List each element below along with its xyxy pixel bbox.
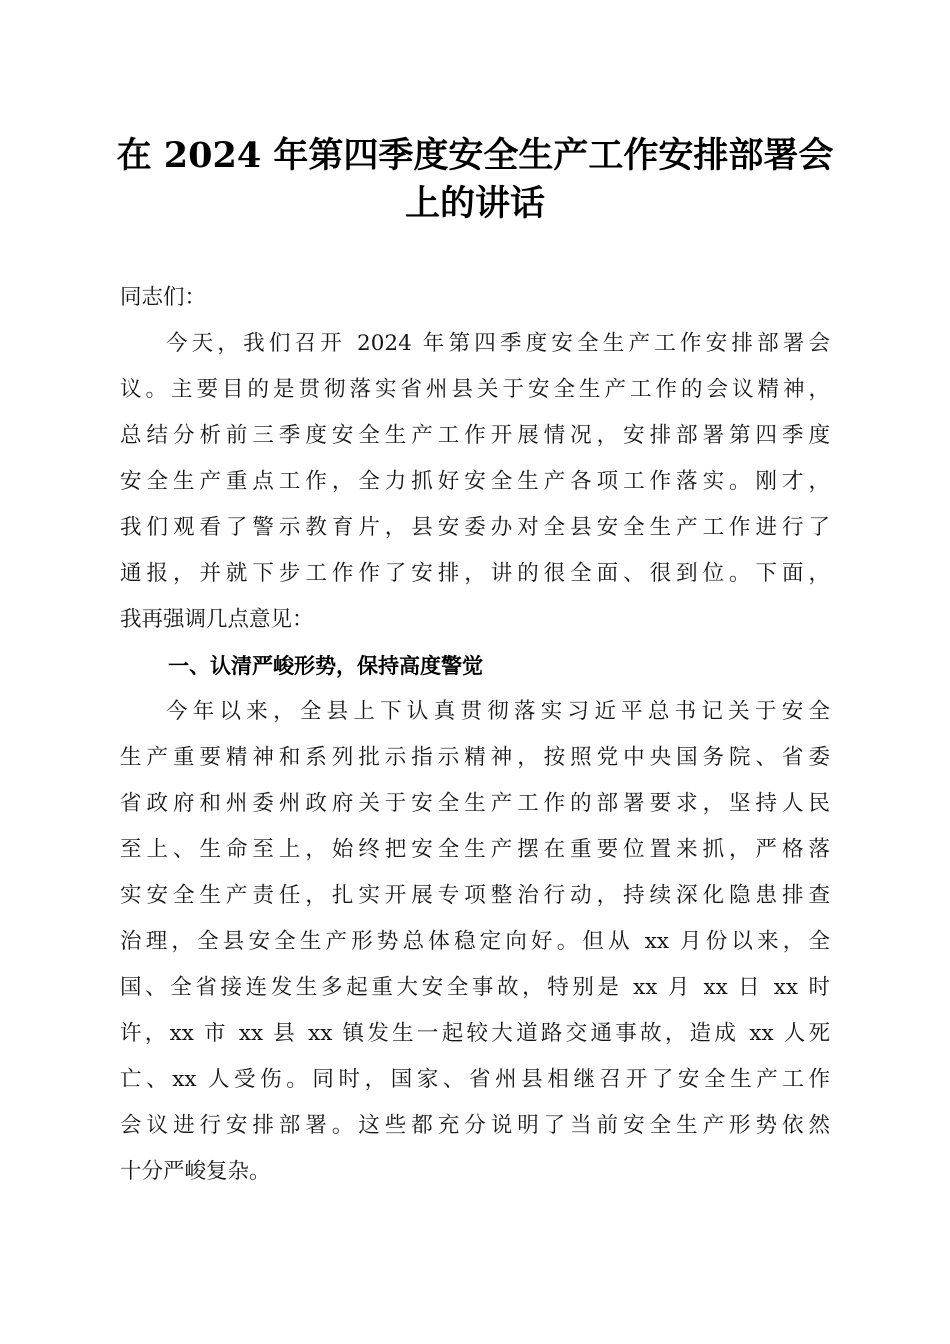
title-line: 上的讲话 — [404, 183, 545, 224]
paragraph-line: 通报，并就下步工作作了安排，讲的很全面、很到位。下面， — [120, 561, 830, 586]
document-title — [100, 132, 850, 228]
paragraph-line: 会议进行安排部署。这些都充分说明了当前安全生产形势依然 — [120, 1113, 830, 1138]
paragraph-situation — [120, 689, 830, 1195]
paragraph-line: 许，xx 市 xx 县 xx 镇发生一起较大道路交通事故，造成 xx 人死 — [120, 1021, 830, 1046]
paragraph-line: 我们观看了警示教育片，县安委办对全县安全生产工作进行了 — [120, 515, 830, 540]
paragraph-line: 至上、生命至上，始终把安全生产摆在重要位置来抓，严格落 — [120, 837, 830, 862]
paragraph-line: 生产重要精神和系列批示指示精神，按照党中央国务院、省委 — [120, 745, 830, 770]
paragraph-line: 实安全生产责任，扎实开展专项整治行动，持续深化隐患排查 — [120, 883, 830, 908]
paragraph-line: 亡、xx 人受伤。同时，国家、省州县相继召开了安全生产工作 — [120, 1067, 830, 1092]
section-heading: 一、认清严峻形势，保持高度警觉 — [168, 654, 483, 678]
paragraph-line: 总结分析前三季度安全生产工作开展情况，安排部署第四季度 — [120, 423, 830, 448]
document-body — [120, 275, 830, 1195]
paragraph-line: 今年以来，全县上下认真贯彻落实习近平总书记关于安全 — [166, 699, 830, 724]
paragraph-line: 国、全省接连发生多起重大安全事故，特别是 xx 月 xx 日 xx 时 — [120, 975, 830, 1000]
paragraph-intro — [120, 321, 830, 643]
greeting: 同志们： — [120, 285, 207, 310]
title-line: 在 2024 年第四季度安全生产工作安排部署会 — [116, 135, 834, 176]
paragraph-line: 省政府和州委州政府关于安全生产工作的部署要求，坚持人民 — [120, 791, 830, 816]
paragraph-line: 今天，我们召开 2024 年第四季度安全生产工作安排部署会 — [166, 331, 830, 356]
paragraph-line: 议。主要目的是贯彻落实省州县关于安全生产工作的会议精神， — [120, 377, 830, 402]
paragraph-line: 治理，全县安全生产形势总体稳定向好。但从 xx 月份以来，全 — [120, 929, 830, 954]
paragraph-line: 安全生产重点工作，全力抓好安全生产各项工作落实。刚才， — [120, 469, 830, 494]
paragraph-line: 十分严峻复杂。 — [120, 1159, 271, 1184]
paragraph-line: 我再强调几点意见： — [120, 607, 314, 632]
